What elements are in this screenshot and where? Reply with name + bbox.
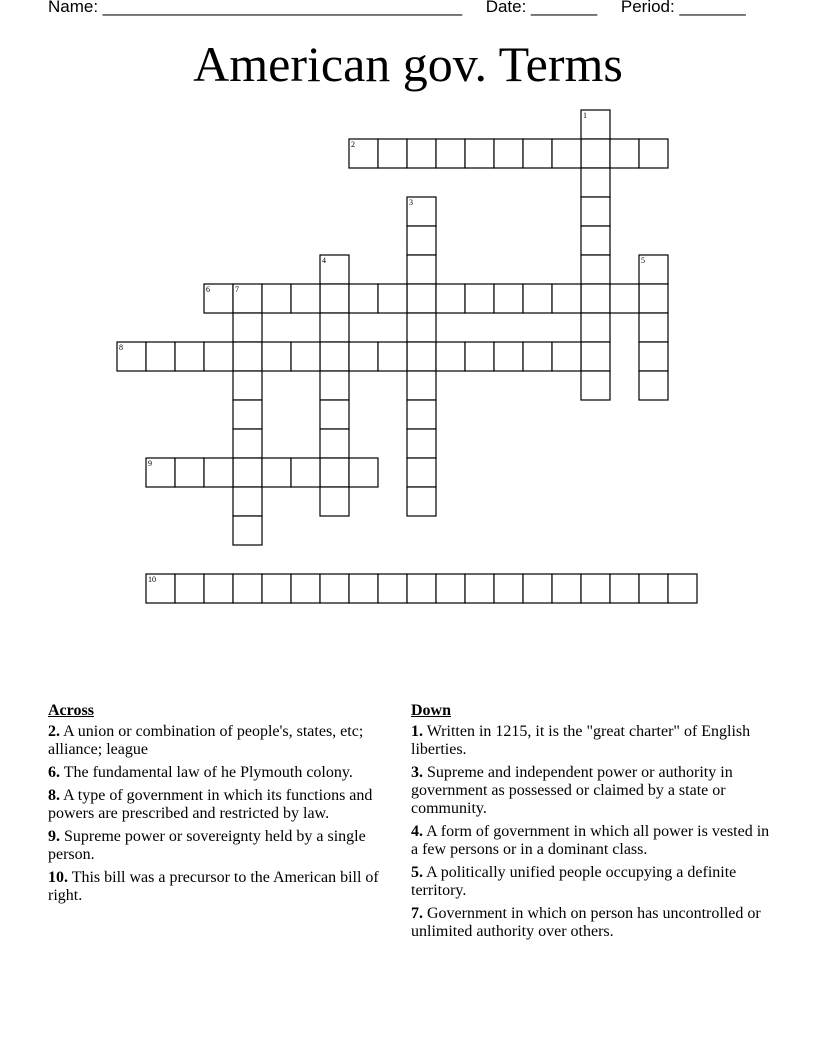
grid-cell[interactable] (581, 371, 610, 400)
grid-cell[interactable] (465, 139, 494, 168)
grid-cell[interactable] (233, 313, 262, 342)
grid-cell[interactable] (407, 458, 436, 487)
grid-cell[interactable] (494, 284, 523, 313)
grid-cell[interactable] (407, 313, 436, 342)
grid-cell[interactable] (378, 139, 407, 168)
clue-text: A form of government in which all power is vested in a few persons or in a dominant class. (411, 823, 770, 858)
grid-cell[interactable] (175, 458, 204, 487)
across-clues (48, 702, 408, 910)
grid-cell[interactable] (552, 574, 581, 603)
period-field[interactable]: Period: _______ (620, 0, 746, 16)
down-clue (411, 905, 777, 941)
across-clue (48, 869, 408, 905)
grid-cell[interactable] (320, 458, 349, 487)
across-clue-list (48, 723, 408, 905)
grid-cell[interactable] (523, 284, 552, 313)
grid-cell[interactable] (494, 139, 523, 168)
grid-cell[interactable] (233, 487, 262, 516)
grid-cell[interactable] (552, 284, 581, 313)
clue-number: 4. (411, 823, 423, 840)
clue-text: This bill was a precursor to the American bill of right. (48, 869, 379, 904)
grid-cell[interactable] (639, 574, 668, 603)
clue-number-label: 4 (322, 256, 326, 265)
grid-cell[interactable] (407, 139, 436, 168)
clue-text: Supreme and independent power or authority in government as possessed or claimed by a state or community. (411, 764, 733, 817)
clue-number-label: 7 (235, 285, 239, 294)
grid-cell[interactable] (581, 255, 610, 284)
grid-cell[interactable] (552, 139, 581, 168)
grid-cell[interactable] (320, 487, 349, 516)
grid-cell[interactable] (291, 342, 320, 371)
grid-cell[interactable] (465, 574, 494, 603)
grid-cell[interactable] (320, 313, 349, 342)
grid-cell[interactable] (262, 342, 291, 371)
grid-cell[interactable] (349, 342, 378, 371)
grid-cell[interactable] (639, 139, 668, 168)
grid-cell[interactable] (407, 255, 436, 284)
clue-number: 2. (48, 723, 60, 740)
clue-number: 1. (411, 723, 423, 740)
clue-number: 6. (48, 764, 60, 781)
grid-cell[interactable] (320, 371, 349, 400)
across-clue (48, 764, 408, 782)
grid-cell[interactable] (581, 284, 610, 313)
grid-cell[interactable] (320, 574, 349, 603)
clue-number: 3. (411, 764, 423, 781)
date-field[interactable]: Date: _______ (485, 0, 598, 16)
clue-number: 9. (48, 828, 60, 845)
grid-cell[interactable] (552, 342, 581, 371)
grid-cell[interactable] (523, 342, 552, 371)
clue-number: 10. (48, 869, 68, 886)
grid-cell[interactable] (436, 139, 465, 168)
grid-cell[interactable] (668, 574, 697, 603)
clue-number: 5. (411, 864, 423, 881)
grid-cell[interactable] (320, 284, 349, 313)
grid-cell[interactable] (175, 342, 204, 371)
clue-number-label: 6 (206, 285, 210, 294)
grid-cell[interactable] (262, 574, 291, 603)
clue-number-label: 8 (119, 343, 123, 352)
clue-text: The fundamental law of he Plymouth colony. (60, 764, 353, 781)
grid-cell[interactable] (204, 342, 233, 371)
grid-cell[interactable] (407, 371, 436, 400)
clue-text: Government in which on person has uncontrolled or unlimited authority over others. (411, 905, 761, 940)
clue-number-label: 9 (148, 459, 152, 468)
clue-number: 8. (48, 787, 60, 804)
grid-cell[interactable] (436, 574, 465, 603)
grid-cell[interactable] (320, 342, 349, 371)
grid-cell[interactable] (581, 313, 610, 342)
grid-cell[interactable] (262, 458, 291, 487)
grid-cell[interactable] (581, 168, 610, 197)
clue-number-label: 10 (148, 575, 156, 584)
down-clue (411, 723, 777, 759)
grid-cell[interactable] (378, 342, 407, 371)
name-field[interactable]: Name: ______________________________________ (48, 0, 463, 16)
grid-cell[interactable] (581, 226, 610, 255)
grid-cell[interactable] (320, 400, 349, 429)
grid-cell[interactable] (407, 400, 436, 429)
grid-cell[interactable] (349, 574, 378, 603)
grid-cell[interactable] (581, 342, 610, 371)
grid-cell[interactable] (639, 313, 668, 342)
grid-cell[interactable] (233, 371, 262, 400)
grid-cell[interactable] (291, 458, 320, 487)
grid-cell[interactable] (494, 342, 523, 371)
grid-cell[interactable] (610, 284, 639, 313)
grid-cell[interactable] (581, 139, 610, 168)
grid-cell[interactable] (523, 139, 552, 168)
grid-cell[interactable] (639, 284, 668, 313)
clue-number: 7. (411, 905, 423, 922)
grid-cell[interactable] (407, 342, 436, 371)
grid-cell[interactable] (407, 487, 436, 516)
grid-cell[interactable] (233, 400, 262, 429)
grid-cell[interactable] (320, 429, 349, 458)
across-clue (48, 828, 408, 864)
grid-cell[interactable] (204, 458, 233, 487)
grid-cell[interactable] (581, 574, 610, 603)
grid-cell[interactable] (639, 371, 668, 400)
clue-text: A type of government in which its functions and powers are prescribed and restricted by law. (48, 787, 373, 822)
grid-cell[interactable] (407, 574, 436, 603)
clue-text: Supreme power or sovereignty held by a single person. (48, 828, 366, 863)
grid-cell[interactable] (349, 458, 378, 487)
clue-text: A union or combination of people's, states, etc; alliance; league (48, 723, 364, 758)
grid-cell[interactable] (407, 284, 436, 313)
grid-cell[interactable] (523, 574, 552, 603)
across-clue (48, 723, 408, 759)
across-clue (48, 787, 408, 823)
clue-number-label: 1 (583, 111, 587, 120)
grid-cell[interactable] (581, 197, 610, 226)
grid-cell[interactable] (233, 429, 262, 458)
clue-number-label: 3 (409, 198, 413, 207)
grid-cell[interactable] (146, 342, 175, 371)
down-clue (411, 864, 777, 900)
grid-cell[interactable] (465, 342, 494, 371)
grid-cell[interactable] (291, 574, 320, 603)
grid-cell[interactable] (494, 574, 523, 603)
grid-cell[interactable] (378, 574, 407, 603)
grid-cell[interactable] (233, 574, 262, 603)
clue-text: Written in 1215, it is the "great charter" of English liberties. (411, 723, 751, 758)
grid-cell[interactable] (407, 226, 436, 255)
clue-text: A politically unified people occupying a definite territory. (411, 864, 737, 899)
grid-cell[interactable] (407, 429, 436, 458)
grid-cell[interactable] (465, 284, 494, 313)
grid-cell[interactable] (610, 139, 639, 168)
grid-cell[interactable] (436, 284, 465, 313)
grid-cell[interactable] (610, 574, 639, 603)
grid-cell[interactable] (233, 458, 262, 487)
down-clues (411, 702, 777, 946)
across-heading: Across (48, 702, 94, 719)
grid-cell[interactable] (175, 574, 204, 603)
clue-number-label: 2 (351, 140, 355, 149)
grid-cell[interactable] (204, 574, 233, 603)
grid-cell[interactable] (233, 516, 262, 545)
grid-cell[interactable] (436, 342, 465, 371)
clue-number-label: 5 (641, 256, 645, 265)
grid-cell[interactable] (639, 342, 668, 371)
down-clue (411, 764, 777, 818)
grid-cell[interactable] (262, 284, 291, 313)
grid-cell[interactable] (349, 284, 378, 313)
grid-cell[interactable] (291, 284, 320, 313)
grid-cell[interactable] (378, 284, 407, 313)
page-title: American gov. Terms (193, 36, 623, 92)
down-heading: Down (411, 702, 452, 719)
grid-cell[interactable] (233, 342, 262, 371)
down-clue-list (411, 723, 777, 941)
down-clue (411, 823, 777, 859)
